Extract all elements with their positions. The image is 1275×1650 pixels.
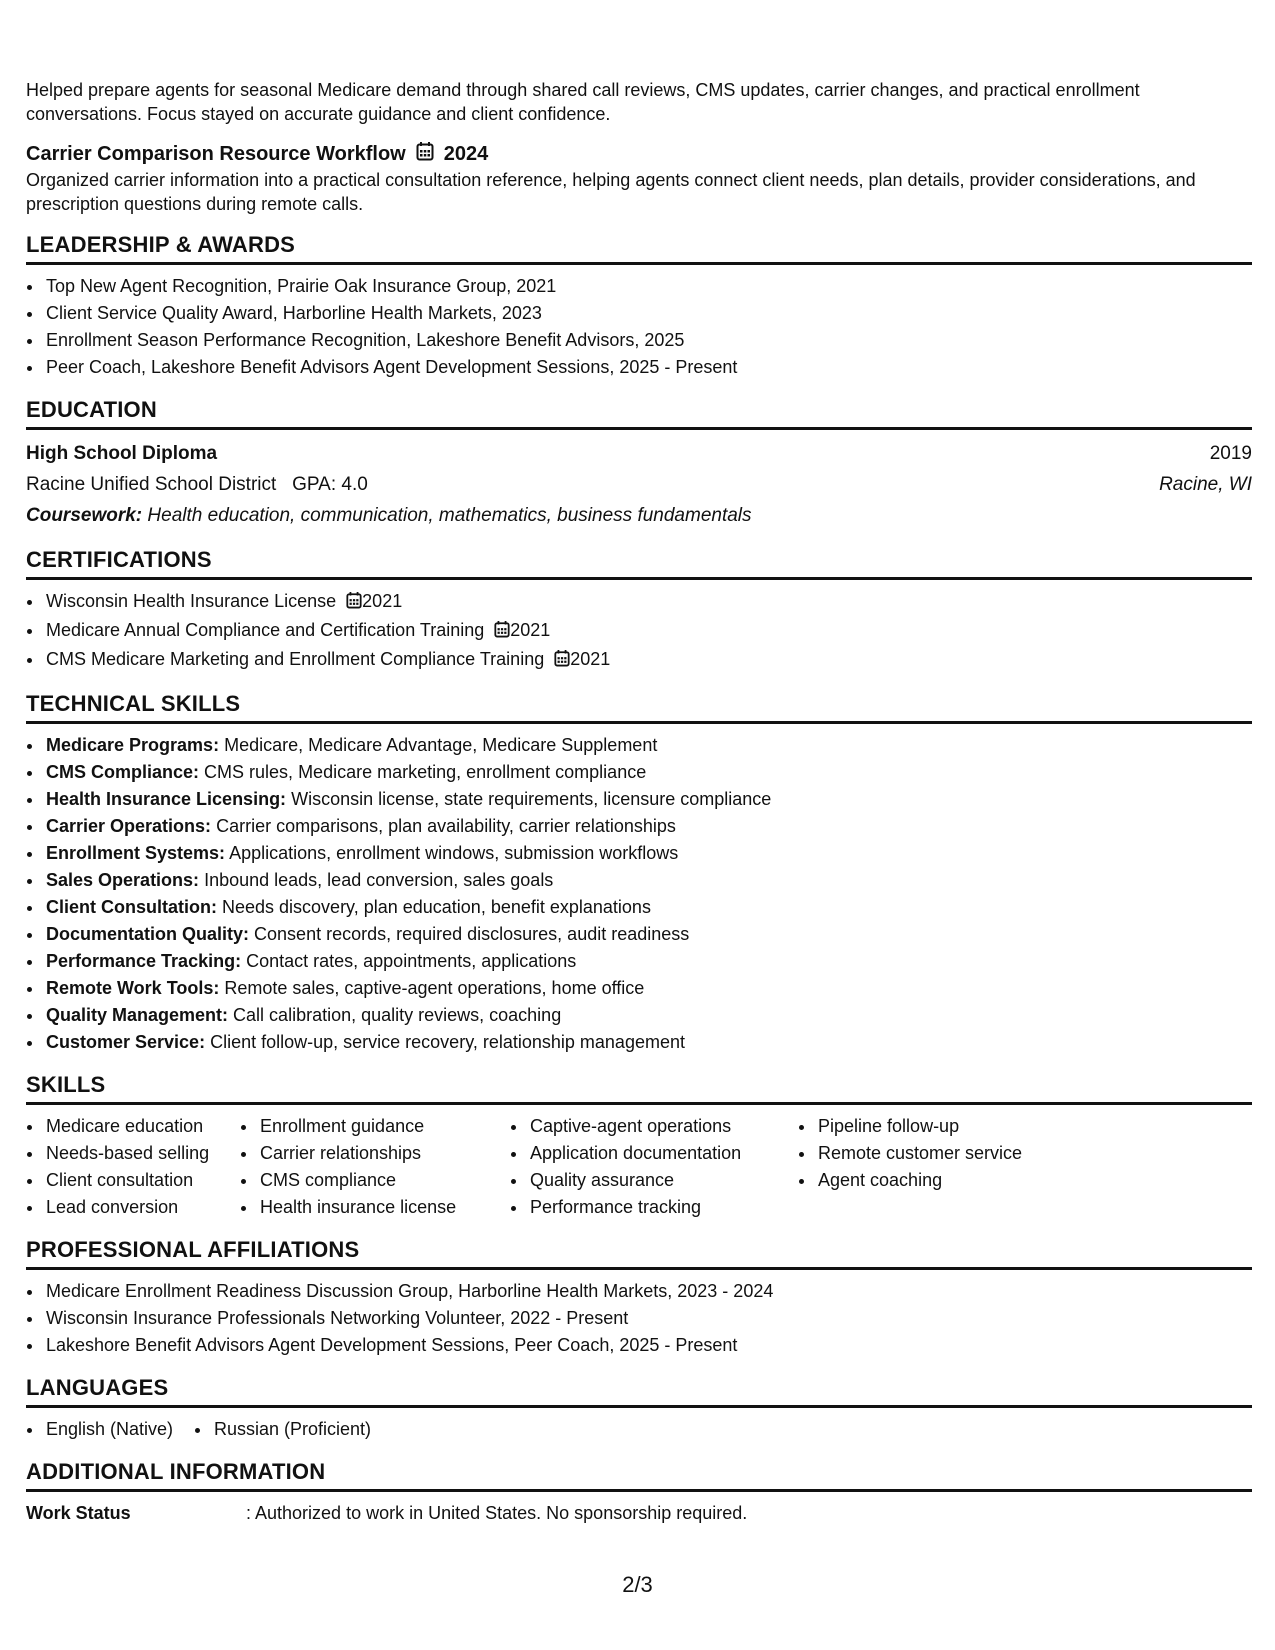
section-title: EDUCATION xyxy=(26,397,1252,430)
section-title: SKILLS xyxy=(26,1072,1252,1105)
coursework-value: Health education, communication, mathematics, business fundamentals xyxy=(147,505,752,526)
skill-item: • Needs-based selling xyxy=(44,1140,240,1167)
certification-year: 2021 xyxy=(362,591,403,611)
skill-item: • Pipeline follow-up xyxy=(816,1113,1066,1140)
skill-details: Carrier comparisons, plan availability, carrier relationships xyxy=(216,816,676,836)
intro-paragraph: Helped prepare agents for seasonal Medicare demand through shared call reviews, CMS updates, carrier changes, and practical enrollment conversations. Focus stayed on accurate guidance and client confidence. xyxy=(26,80,1140,124)
skill-category: Carrier Operations: xyxy=(46,816,212,836)
list-item: • Client Service Quality Award, Harborline Health Markets, 2023 xyxy=(44,300,1252,327)
coursework-label: Coursework: xyxy=(26,505,143,526)
certification-year: 2021 xyxy=(570,649,611,669)
skills-column xyxy=(26,1113,240,1221)
technical-skill-item xyxy=(44,948,1252,975)
skill-item: • Lead conversion xyxy=(44,1194,240,1221)
certification-name: Wisconsin Health Insurance License xyxy=(46,591,337,611)
list-item: • Lakeshore Benefit Advisors Agent Development Sessions, Peer Coach, 2025 - Present xyxy=(44,1332,1252,1359)
skill-category: Enrollment Systems: xyxy=(46,843,226,863)
skill-item: • Carrier relationships xyxy=(258,1140,510,1167)
coursework-line xyxy=(26,500,752,531)
skill-item: • Application documentation xyxy=(528,1140,798,1167)
education-section xyxy=(26,397,1252,531)
skill-category: Health Insurance Licensing: xyxy=(46,789,287,809)
skill-item: • Medicare education xyxy=(44,1113,240,1140)
technical-skill-item xyxy=(44,894,1252,921)
skills-column xyxy=(510,1113,798,1221)
school-name: Racine Unified School District xyxy=(26,474,277,495)
skill-details: Consent records, required disclosures, audit readiness xyxy=(254,924,690,944)
list-item: • Top New Agent Recognition, Prairie Oak Insurance Group, 2021 xyxy=(44,273,1252,300)
skill-details: Remote sales, captive-agent operations, home office xyxy=(224,978,645,998)
calendar-icon xyxy=(494,619,510,646)
skill-category: Medicare Programs: xyxy=(46,735,220,755)
certifications-section xyxy=(26,547,1252,675)
skill-details: Needs discovery, plan education, benefit explanations xyxy=(222,897,651,917)
technical-skill-item xyxy=(44,867,1252,894)
skill-details: Applications, enrollment windows, submission workflows xyxy=(229,843,679,863)
technical-skills-section xyxy=(26,691,1252,1056)
skill-category: Client Consultation: xyxy=(46,897,217,917)
skill-category: Performance Tracking: xyxy=(46,951,242,971)
skill-item: • Remote customer service xyxy=(816,1140,1066,1167)
calendar-icon xyxy=(416,141,434,167)
section-title: LANGUAGES xyxy=(26,1375,1252,1408)
section-title: CERTIFICATIONS xyxy=(26,547,1252,580)
skill-category: Quality Management: xyxy=(46,1005,229,1025)
skill-category: Remote Work Tools: xyxy=(46,978,220,998)
school-line xyxy=(26,469,368,500)
work-status-value: : Authorized to work in United States. No sponsorship required. xyxy=(246,1503,748,1523)
certification-name: CMS Medicare Marketing and Enrollment Compliance Training xyxy=(46,649,545,669)
section-title: ADDITIONAL INFORMATION xyxy=(26,1459,1252,1492)
languages-section xyxy=(26,1375,1252,1443)
technical-skill-item xyxy=(44,1002,1252,1029)
certification-item xyxy=(44,646,1252,675)
skill-details: Wisconsin license, state requirements, licensure compliance xyxy=(291,789,772,809)
list-item: • Enrollment Season Performance Recognition, Lakeshore Benefit Advisors, 2025 xyxy=(44,327,1252,354)
skill-item: • Enrollment guidance xyxy=(258,1113,510,1140)
skill-item: • Captive-agent operations xyxy=(528,1113,798,1140)
skill-details: Contact rates, appointments, applications xyxy=(246,951,577,971)
list-item: • Wisconsin Insurance Professionals Networking Volunteer, 2022 - Present xyxy=(44,1305,1252,1332)
section-title: TECHNICAL SKILLS xyxy=(26,691,1252,724)
leadership-section xyxy=(26,232,1252,381)
technical-skill-item xyxy=(44,840,1252,867)
technical-skill-item xyxy=(44,975,1252,1002)
certification-name: Medicare Annual Compliance and Certification Training xyxy=(46,620,485,640)
skill-item: • Performance tracking xyxy=(528,1194,798,1221)
certification-item xyxy=(44,617,1252,646)
technical-skill-item xyxy=(44,921,1252,948)
skill-item: • CMS compliance xyxy=(258,1167,510,1194)
language-item: • English (Native) xyxy=(44,1416,194,1443)
skills-column xyxy=(798,1113,1066,1221)
degree-title: High School Diploma xyxy=(26,443,218,464)
page-number: 2/3 xyxy=(622,1572,653,1597)
skill-details: Client follow-up, service recovery, relationship management xyxy=(210,1032,685,1052)
education-location: Racine, WI xyxy=(1159,474,1252,495)
technical-skill-item xyxy=(44,813,1252,840)
calendar-icon xyxy=(554,648,570,675)
certification-item xyxy=(44,588,1252,617)
skill-details: CMS rules, Medicare marketing, enrollment compliance xyxy=(204,762,647,782)
skills-section xyxy=(26,1072,1252,1221)
skill-details: Call calibration, quality reviews, coaching xyxy=(233,1005,562,1025)
calendar-icon xyxy=(346,590,362,617)
skill-item: • Quality assurance xyxy=(528,1167,798,1194)
section-title: PROFESSIONAL AFFILIATIONS xyxy=(26,1237,1252,1270)
skill-category: Customer Service: xyxy=(46,1032,206,1052)
resume-content xyxy=(26,78,1252,1527)
skill-category: Documentation Quality: xyxy=(46,924,250,944)
technical-skill-item xyxy=(44,786,1252,813)
project-heading xyxy=(26,140,1252,168)
project-title: Carrier Comparison Resource Workflow xyxy=(26,142,406,165)
technical-skill-item xyxy=(44,759,1252,786)
additional-section xyxy=(26,1459,1252,1527)
skill-item: • Client consultation xyxy=(44,1167,240,1194)
work-status-label: Work Status xyxy=(26,1503,131,1523)
affiliations-section xyxy=(26,1237,1252,1359)
education-year: 2019 xyxy=(1209,443,1252,464)
skill-category: Sales Operations: xyxy=(46,870,200,890)
skill-details: Inbound leads, lead conversion, sales goals xyxy=(204,870,554,890)
skill-item: • Agent coaching xyxy=(816,1167,1066,1194)
list-item: • Medicare Enrollment Readiness Discussion Group, Harborline Health Markets, 2023 - 2024 xyxy=(44,1278,1252,1305)
skills-column xyxy=(240,1113,510,1221)
list-item: • Peer Coach, Lakeshore Benefit Advisors Agent Development Sessions, 2025 - Present xyxy=(44,354,1252,381)
technical-skill-item xyxy=(44,732,1252,759)
skill-details: Medicare, Medicare Advantage, Medicare Supplement xyxy=(224,735,658,755)
section-title: LEADERSHIP & AWARDS xyxy=(26,232,1252,265)
skill-item: • Health insurance license xyxy=(258,1194,510,1221)
project-description: Organized carrier information into a practical consultation reference, helping agents connect client needs, plan details, provider considerations, and prescription questions during remote calls. xyxy=(26,170,1196,214)
certification-year: 2021 xyxy=(510,620,551,640)
technical-skill-item xyxy=(44,1029,1252,1056)
skill-category: CMS Compliance: xyxy=(46,762,200,782)
project-year: 2024 xyxy=(443,142,489,165)
language-item: • Russian (Proficient) xyxy=(212,1416,371,1443)
gpa: GPA: 4.0 xyxy=(292,474,368,495)
